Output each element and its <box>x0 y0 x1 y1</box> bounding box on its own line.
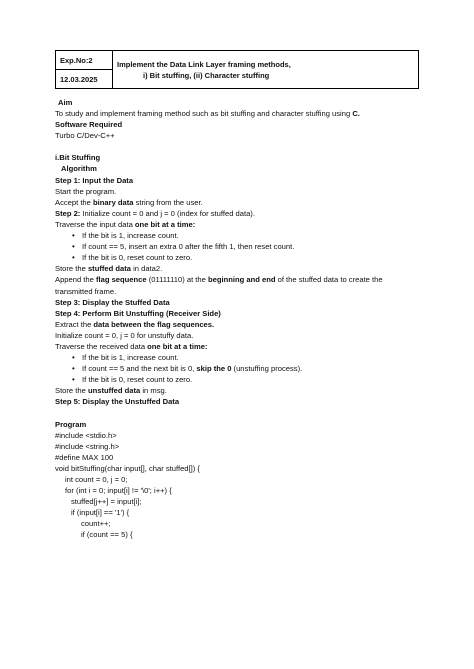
step-4-init: Initialize count = 0, j = 0 for unstuffy data. <box>55 330 194 340</box>
software-heading: Software Required <box>55 120 123 130</box>
title-line-1: Implement the Data Link Layer framing methods, <box>117 59 291 69</box>
algorithm-heading: Algorithm <box>61 164 97 174</box>
text-bold: binary data <box>93 197 134 207</box>
code-line: for (int i = 0; input[i] != '\0'; i++) { <box>65 486 172 496</box>
code-line: count++; <box>81 519 111 529</box>
step-4-traverse <box>55 341 435 352</box>
text: Traverse the received data <box>55 341 148 351</box>
aim-text-main: To study and implement framing method such as bit stuffing and character stuffing using <box>55 109 353 119</box>
step-1-line-1: Start the program. <box>55 186 117 196</box>
code-line: if (count == 5) { <box>81 530 133 540</box>
section-title: i.Bit Stuffing <box>55 153 101 163</box>
step-4-bullet-2 <box>55 363 435 374</box>
step-4-heading: Step 4: Perform Bit Unstuffing (Receiver Side) <box>55 308 221 318</box>
step-2-heading: Step 2: <box>55 208 81 218</box>
text: Accept the <box>55 197 93 207</box>
code-line: void bitStuffing(char input[], char stuffed[]) { <box>55 463 200 473</box>
text: (unstuffing process). <box>231 364 303 374</box>
step-2-append <box>55 274 405 296</box>
document-body <box>55 97 435 541</box>
step-1-heading: Step 1: Input the Data <box>55 175 134 185</box>
step-2-store <box>55 263 435 274</box>
text: of the stuffed data to create the transmitted frame. <box>55 275 383 296</box>
step-3-heading: Step 3: Display the Stuffed Data <box>55 297 170 307</box>
text-bold: beginning and end <box>207 275 276 285</box>
step-4-extract: Extract the data between the flag sequences. <box>55 319 215 329</box>
aim-heading: Aim <box>58 98 73 107</box>
text-bold: unstuffed data <box>87 386 141 396</box>
text: Extract the <box>55 319 94 329</box>
code-line: #define MAX 100 <box>55 452 114 462</box>
text: Traverse the input data <box>55 219 135 229</box>
step-2-bullet-1: • If the bit is 1, increase count. <box>55 230 435 241</box>
step-1-line-2 <box>55 197 435 208</box>
code-line: #include <stdio.h> <box>55 430 117 440</box>
text: Initialize count = 0 and j = 0 (index for stuffed data). <box>80 208 255 218</box>
step-4-store <box>55 385 435 396</box>
text-bold: data between the flag sequences <box>93 319 213 329</box>
step-2-line <box>55 208 435 219</box>
step-5-heading: Step 5: Display the Unstuffed Data <box>55 397 180 407</box>
text: string from the user. <box>133 197 203 207</box>
title-cell <box>113 51 419 89</box>
aim-text <box>55 108 435 119</box>
text: in msg. <box>140 386 167 396</box>
text: Store the <box>55 264 88 274</box>
aim-text-lang: C. <box>352 109 360 119</box>
step-2-traverse: Traverse the input data one bit at a time: <box>55 219 196 229</box>
text: If count == 5 and the next bit is 0, <box>82 364 197 374</box>
code-line: if (input[i] == '1') { <box>71 508 130 518</box>
title-line-2: i) Bit stuffing, (ii) Character stuffing <box>143 70 270 80</box>
text: Store the <box>55 386 88 396</box>
date-cell: 12.03.2025 <box>56 70 113 89</box>
exp-no-cell: Exp.No:2 <box>56 51 113 70</box>
text-bold: flag sequence <box>95 275 147 285</box>
step-4-bullet-1: • If the bit is 1, increase count. <box>55 352 435 363</box>
software-text: Turbo C/Dev-C++ <box>55 131 115 141</box>
text: Append the <box>55 275 96 285</box>
program-heading: Program <box>55 419 87 429</box>
code-line: stuffed[j++] = input[i]; <box>71 497 142 507</box>
step-2-bullet-3: • If the bit is 0, reset count to zero. <box>55 252 435 263</box>
text: in data2. <box>130 264 163 274</box>
text-bold: one bit at a time <box>134 219 193 229</box>
experiment-header-table <box>55 50 419 89</box>
text-bold: stuffed data <box>87 264 131 274</box>
text-bold: skip the 0 <box>196 364 232 374</box>
text: (01111110) at the <box>146 275 208 285</box>
code-line: #include <string.h> <box>55 441 120 451</box>
step-4-bullet-3: • If the bit is 0, reset count to zero. <box>55 374 435 385</box>
text-bold: one bit at a time: <box>147 341 208 351</box>
code-line: int count = 0, j = 0; <box>65 475 128 484</box>
step-2-bullet-2: • If count == 5, insert an extra 0 after the fifth 1, then reset count. <box>55 241 435 252</box>
